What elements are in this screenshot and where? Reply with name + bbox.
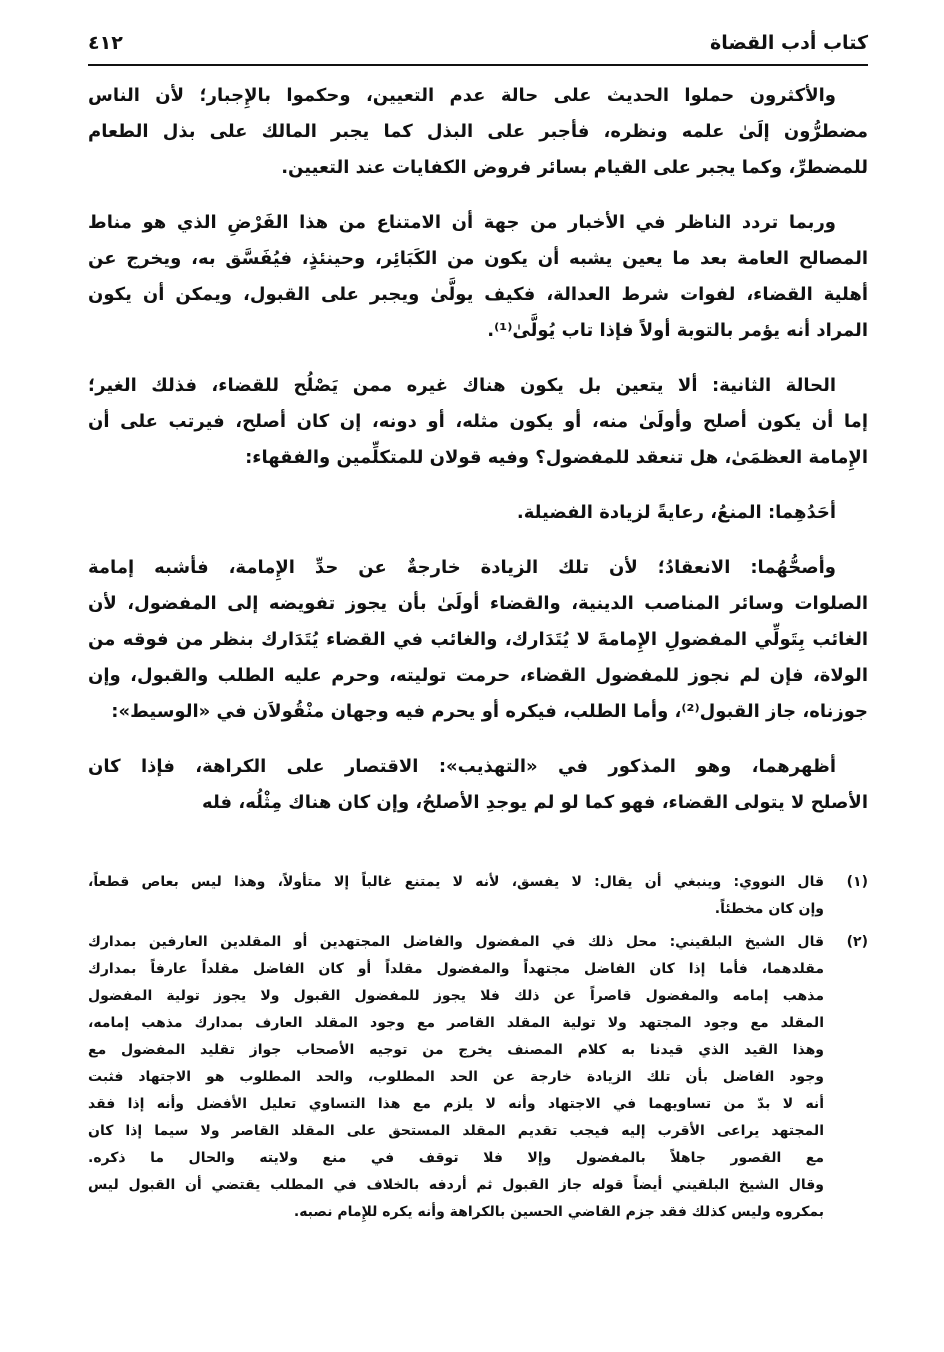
- paragraph: [88, 78, 868, 186]
- running-header: [88, 28, 868, 66]
- body-line: [88, 150, 868, 186]
- body-text: الولاة، فإن لم نجوز للمفضول القضاء، حرمت توليته، وحرم عليه الطلب والقبول، وإن: [88, 665, 868, 686]
- footnote-number: (٢): [846, 934, 868, 950]
- body-line: [88, 495, 868, 531]
- footnote-line: مع القصور جاهلاً بالمفضول وإلا فلا توقف في منع ولايته والحال ما ذكره.: [88, 1150, 824, 1166]
- body-text: الأصلح لا يتولى القضاء، فهو كما لو لم يوجدِ الأصلحُ، وإن كان هناك مِثْلُه، فله: [202, 792, 868, 813]
- body-text: مضطرُّون إلَىٰ علمه ونظره، فأجبر على البذل كما يجبر المالك على بذل الطعام: [88, 121, 868, 142]
- body-line: [88, 241, 868, 277]
- body-line: [88, 658, 868, 694]
- body-text: وهو المذكور في «التهذيب»: الاقتصار على الكراهة، فإذا كان: [88, 756, 752, 777]
- body-text: الانعقادُ؛ لأن تلك الزيادة خارجةٌ عن حدِّ الإِمامة، فأشبه إمامة: [88, 557, 751, 578]
- footnote-line: بمكروه وليس كذلك فقد جزم القاضي الحسين بالكراهة وأنه يكره للإِمام نصبه.: [293, 1204, 824, 1220]
- footnote-line: وهذا القيد الذي قيدنا به كلام المصنف يخرج من توجيه الأصحاب جواز تقليد المفضول مع: [88, 1042, 824, 1058]
- body-line: [88, 404, 868, 440]
- body-line: [88, 78, 868, 114]
- page-number: ٤١٢: [88, 32, 123, 54]
- footnote-line: وإن كان مخطئاً.: [714, 901, 824, 917]
- footnote-line: قال الشيخ البلقيني: محل ذلك في المفضول والفاضل المجتهدين أو المقلدين العارفين بمدارك: [88, 934, 824, 950]
- footnote-line: وجود الفاضل بأن تلك الزيادة خارجة عن الحد المطلوب، والحد المطلوب هو الاجتهاد فثبت: [88, 1069, 824, 1085]
- body-text: المصالح العامة بعد ما يعين يشبه أن يكون من الكَبَائِر، وحينئذٍ، فيُفَسَّق به، ويخرج عن: [88, 248, 868, 269]
- footnote: [88, 929, 868, 1226]
- body-line: [88, 277, 868, 313]
- paragraph: [88, 368, 868, 476]
- footnote-line: المجتهد يراعى الأقرب إليه فيجب تقديم المقلد المستحق على المقلد القاصر ولا سيما إذا كان: [88, 1123, 824, 1139]
- body-text: أهلية القضاء، لفوات شرط العدالة، فكيف يولَّىٰ ويجبر على القبول، ويمكن أن يكون: [88, 284, 868, 305]
- body-line: [88, 440, 868, 476]
- body-line: [88, 368, 868, 404]
- main-text: [88, 78, 868, 821]
- paragraph: [88, 749, 868, 821]
- section-lead: أحَدُهِما:: [767, 502, 836, 523]
- footnote-line: مذهب إمامه والمفضول قاصراً عن ذلك فلا يجوز للمفضول القبول ولا يجوز تولية المفضول: [88, 988, 824, 1004]
- body-line: [88, 313, 868, 349]
- footnote-body: [88, 869, 824, 923]
- body-text: جوزناه، جاز القبول⁽²⁾، وأما الطلب، فيكره أو يحرم فيه وجهان منْقُولاَن في «الوسيط»:: [111, 701, 868, 722]
- footnote-line: وقال الشيخ البلقيني أيضاً قوله جاز القبول ثم أردفه بالخلاف في المطلب يقتضي أن القبول ليس: [88, 1177, 824, 1193]
- section-lead: الحالة الثانية:: [711, 375, 836, 396]
- body-text: الإِمامة العظمَىٰ، هل تنعقد للمفضول؟ وفيه قولان للمتكلِّمين والفقهاء:: [245, 447, 868, 468]
- footnote-number: (١): [846, 874, 868, 890]
- body-text: ألا يتعين بل يكون هناك غيره ممن يَصْلُح للقضاء، فذلك الغير؛: [88, 375, 712, 396]
- footnote-line: مقلدهما، فأما إذا كان الفاضل مجتهداً والمفضول مقلداً أو كان الفاضل مقلداً عارفاً بمدارك: [88, 961, 824, 977]
- paragraph: [88, 495, 868, 531]
- body-line: [88, 114, 868, 150]
- body-text: المنعُ، رعايةً لزيادة الفضيلة.: [516, 502, 768, 523]
- body-line: [88, 785, 868, 821]
- body-text: وربما تردد الناظر في الأخبار من جهة أن الامتناع من هذا الفَرْضِ الذي هو مناط: [88, 212, 836, 233]
- footnote-line: قال النووي: وينبغي أن يقال: لا يفسق، لأنه لا يمتنع غالباً إلا متأولاً، وهذا ليس بعاص قطعاً،: [88, 874, 824, 890]
- body-line: [88, 694, 868, 730]
- paragraph: [88, 205, 868, 349]
- section-lead: وأصحُّهُما:: [750, 557, 836, 578]
- footnote-body: [88, 929, 824, 1226]
- body-text: إما أن يكون أصلح وأولَىٰ منه، أو يكون مثله، أو دونه، إن كان أصلح، فيرتب على أن: [88, 411, 868, 432]
- running-header-title: كتاب أدب القضاة: [709, 32, 868, 54]
- body-line: [88, 749, 868, 785]
- footnote: [88, 869, 868, 923]
- section-lead: أظهرهما،: [751, 756, 836, 777]
- body-text: للمضطرِّ، وكما يجبر على القيام بسائر فروض الكفايات عند التعيين.: [281, 157, 868, 178]
- body-line: [88, 622, 868, 658]
- body-text: الصلوات وسائر المناصب الدينية، والقضاء أولَىٰ بأن يجوز تفويضه إلى المفضول، لأن: [88, 593, 868, 614]
- body-line: [88, 550, 868, 586]
- paragraph: [88, 550, 868, 730]
- body-text: الغائب بِتَولِّي المفضولِ الإِمامةَ لا يُتَدَارك، والغائب في القضاء يُتَدَارك بنظر من فوقه من: [88, 629, 868, 650]
- body-line: [88, 205, 868, 241]
- footnotes: [88, 869, 868, 1226]
- body-text: والأكثرون حملوا الحديث على حالة عدم التعيين، وحكموا بالإِجبار؛ لأن الناس: [88, 85, 836, 106]
- footnote-line: المقلد مع وجود المجتهد ولا تولية المقلد القاصر مع وجود المقلد العارف بمدارك مذهب إمامه،: [88, 1015, 824, 1031]
- footnote-line: أنه لا بدّ من تساويهما في الاجتهاد وأنه لا يلزم مع هذا التساوي تعليل الأفضل وأنه إذا فقد: [88, 1096, 824, 1112]
- body-line: [88, 586, 868, 622]
- body-text: المراد أنه يؤمر بالتوبة أولاً فإذا تاب يُولَّىٰ⁽¹⁾.: [487, 320, 868, 341]
